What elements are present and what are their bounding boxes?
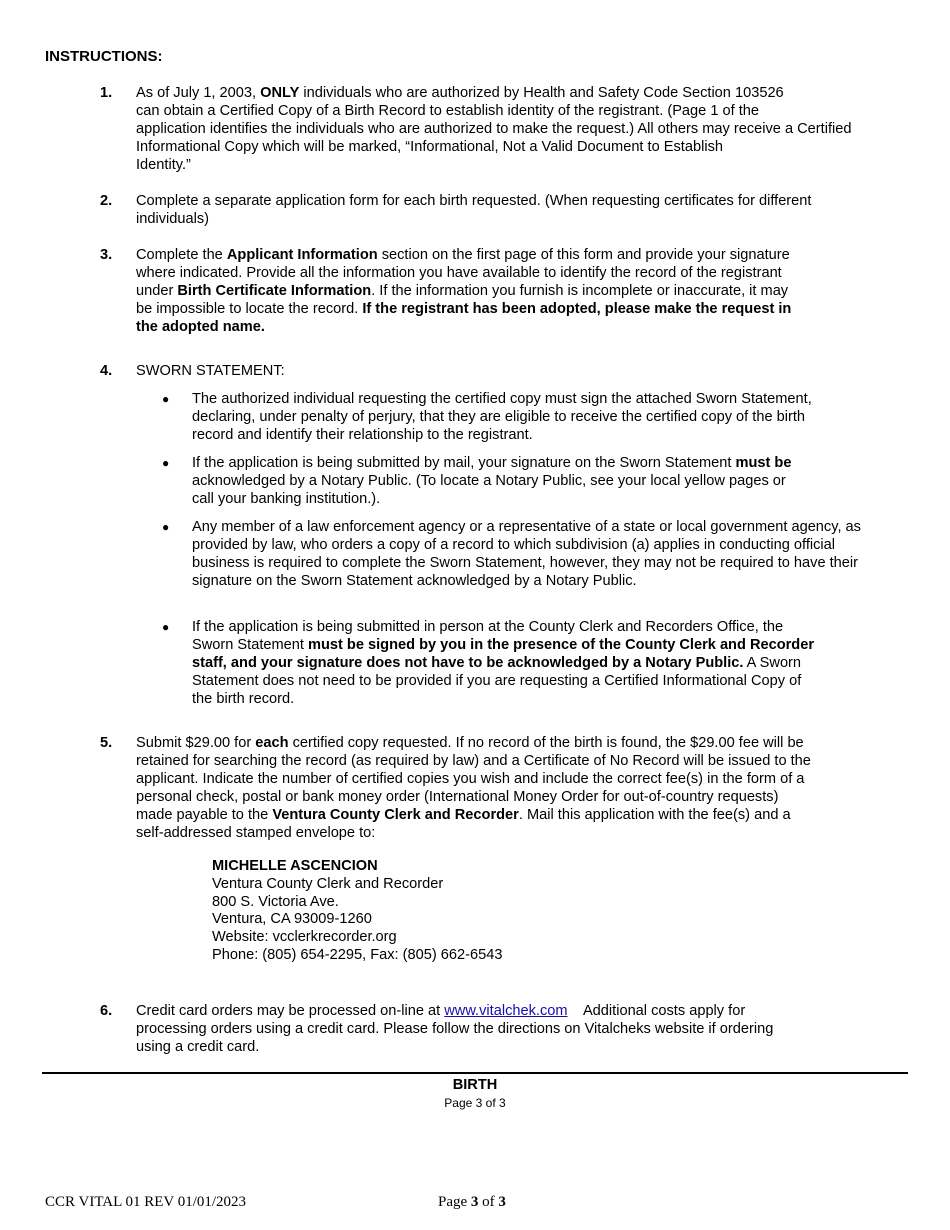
item-number: 1. — [100, 85, 113, 101]
item-text: As of July 1, 2003, ONLY individuals who are authorized by Health and Safety Code Section 103526 can obtain a Certified Copy of a Birth Record to establish identity of the registrant. (Page 1 of the application identifies the individuals who are authorized to make the request.) All others may receive a Certified Informational Copy which will be marked, “Informational, Not a Valid Document to Establish Identity.” — [136, 85, 852, 173]
bullet-item-1: ● The authorized individual requesting the certified copy must sign the attached Sworn Statement, declaring, under penalty of perjury, that they are eligible to receive the certified copy of the birth record and identify their relationship to the registrant. — [162, 391, 812, 443]
item-text: SWORN STATEMENT: — [136, 363, 285, 379]
bullet-icon: ● — [162, 520, 170, 534]
bullet-item-4: ● If the application is being submitted in person at the County Clerk and Recorders Office, the Sworn Statement must be signed by you in the presence of the County Clerk and Recorder staff, and your signature does not have to be acknowledged by a Notary Public. A Sworn Statement does not need to be provided if you are requesting a Certified Informational Copy of the birth record. — [162, 619, 815, 707]
instruction-item-5 — [100, 734, 910, 842]
instruction-item-4 — [100, 362, 910, 380]
address-website: Website: vcclerkrecorder.org — [212, 929, 397, 946]
item-number: 6. — [100, 1003, 113, 1019]
instruction-item-3 — [100, 246, 910, 336]
item-number: 2. — [100, 193, 113, 209]
page-number: Page 3 of 3 — [438, 1194, 506, 1210]
instruction-item-6 — [100, 1002, 910, 1056]
address-line: 800 S. Victoria Ave. — [212, 893, 339, 910]
bullet-icon: ● — [162, 620, 170, 634]
form-id: CCR VITAL 01 REV 01/01/2023 — [45, 1194, 247, 1210]
instruction-item-2 — [100, 192, 910, 228]
item-text: Submit $29.00 for each certified copy requested. If no record of the birth is found, the $29.00 fee will be retained for searching the record (as required by law) and a Certificate of No Record will be issued to the applicant. Indicate the number of certified copies you wish and include the correct fee(s) in the form of a personal check, postal or bank money order (International Money Order for out-of-country requests) made payable to the Ventura County Clerk and Recorder. Mail this application with the fee(s) and a self-addressed stamped envelope to: — [136, 735, 811, 841]
bullet-item-3: ● Any member of a law enforcement agency or a representative of a state or local government agency, as provided by law, who orders a copy of a record to which subdivision (a) applies in conducting official business is required to complete the Sworn Statement, however, they may not be required to have their signature on the Sworn Statement acknowledged by a Notary Public. — [162, 519, 861, 589]
vitalchek-link[interactable]: www.vitalchek.com — [444, 1003, 568, 1019]
instruction-item-1 — [100, 84, 910, 174]
mailing-address — [212, 858, 502, 965]
item-number: 3. — [100, 247, 113, 263]
item-text: Complete the Applicant Information section on the first page of this form and provide your signature where indicated. Provide all the information you have available to identify the record of the registrant under Birth Certificate Information. If the information you furnish is incomplete or inaccurate, it may be impossible to locate the record. If the registrant has been adopted, please make the request in the adopted name. — [136, 247, 792, 335]
footer-title: BIRTH — [452, 1077, 498, 1093]
address-line: Ventura County Clerk and Recorder — [212, 875, 444, 892]
bullet-icon: ● — [162, 456, 170, 470]
recorder-name: MICHELLE ASCENCION — [212, 858, 378, 874]
item-number: 4. — [100, 363, 113, 379]
footer-divider — [42, 1072, 908, 1074]
bullet-item-2: ● If the application is being submitted by mail, your signature on the Sworn Statement must be acknowledged by a Notary Public. (To locate a Notary Public, see your local yellow pages or call your banking institution.). — [162, 455, 792, 507]
item-number: 5. — [100, 735, 113, 751]
footer-page-label: Page 3 of 3 — [444, 1096, 506, 1110]
instructions-heading: INSTRUCTIONS: — [45, 48, 163, 65]
bullet-icon: ● — [162, 392, 170, 406]
item-text: Credit card orders may be processed on-line at www.vitalchek.com Additional costs apply for processing orders using a credit card. Please follow the directions on Vitalcheks website if ordering using a credit card. — [136, 1003, 774, 1055]
address-phone: Phone: (805) 654-2295, Fax: (805) 662-6543 — [212, 946, 503, 963]
address-line: Ventura, CA 93009-1260 — [212, 911, 372, 928]
item-text: Complete a separate application form for each birth requested. (When requesting certificates for different individuals) — [136, 193, 812, 227]
